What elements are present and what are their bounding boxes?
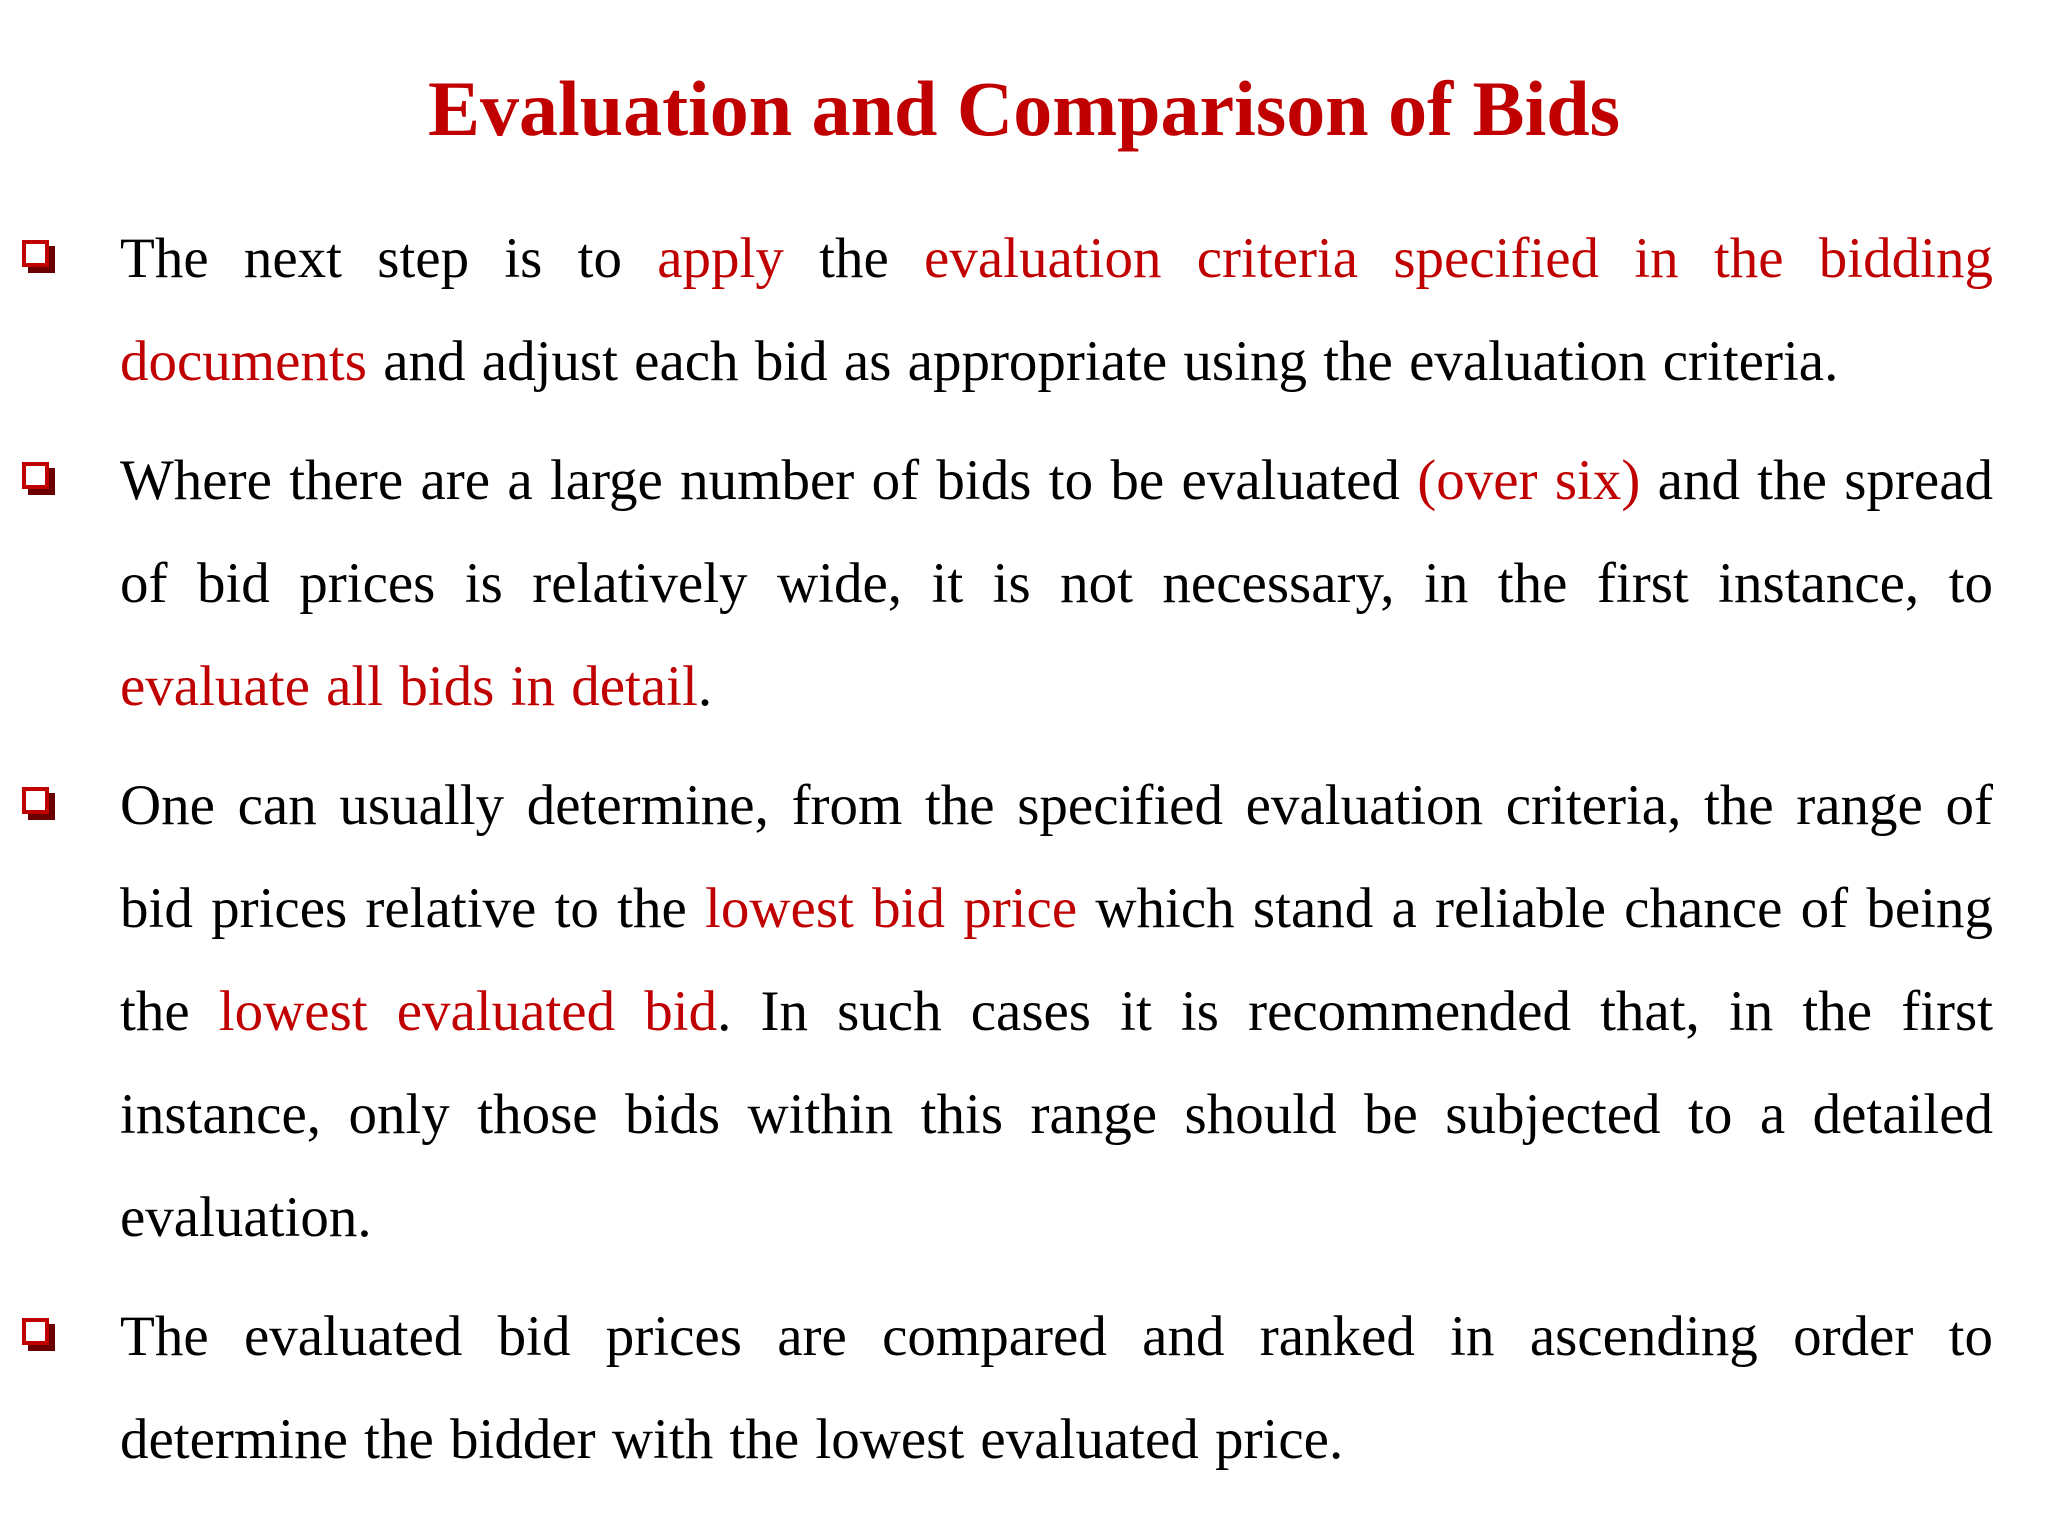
text-segment: One can usually determine, from the specified evaluation criteria, the range of bid prices relative to the bbox=[120, 774, 1993, 940]
text-segment: which stand a reliable chance of being the bbox=[120, 877, 1993, 1043]
bullet-item bbox=[0, 754, 2048, 1269]
text-segment: and adjust each bid as appropriate using the evaluation criteria. bbox=[366, 330, 1839, 393]
highlighted-phrase: lowest bid price bbox=[705, 877, 1078, 940]
text-segment: . In such cases it is recommended that, in the first instance, only those bids within this range should be subjected to a detailed evaluation. bbox=[120, 980, 1994, 1249]
bullet-text bbox=[120, 1285, 1993, 1491]
text-segment: Where there are a large number of bids to be evaluated bbox=[120, 449, 1418, 512]
highlighted-phrase: lowest evaluated bid bbox=[218, 980, 718, 1043]
highlighted-phrase: apply bbox=[657, 227, 784, 290]
bullet-list bbox=[0, 207, 2048, 1507]
text-segment: and the spread of bid prices is relatively wide, it is not necessary, in the first instance, to bbox=[120, 449, 1994, 615]
highlighted-phrase: (over six) bbox=[1417, 449, 1641, 512]
square-checkbox-icon bbox=[22, 787, 49, 814]
text-segment: The next step is to bbox=[120, 227, 658, 290]
text-segment: The evaluated bid prices are compared and ranked in ascending order to determine the bidder with the lowest evaluated price. bbox=[120, 1305, 1993, 1471]
bullet-text bbox=[120, 207, 1993, 413]
square-checkbox-icon bbox=[22, 1318, 49, 1345]
square-checkbox-icon bbox=[22, 240, 49, 267]
text-segment: . bbox=[697, 655, 713, 718]
slide-title: Evaluation and Comparison of Bids bbox=[428, 65, 1620, 152]
highlighted-phrase: evaluate all bids in detail bbox=[120, 655, 698, 718]
text-segment: the bbox=[783, 227, 925, 290]
bullet-item bbox=[0, 429, 2048, 738]
bullet-text bbox=[120, 754, 1993, 1269]
highlighted-phrase: evaluation criteria specified in the bidding documents bbox=[120, 227, 1993, 393]
square-checkbox-icon bbox=[22, 462, 49, 489]
bullet-item bbox=[0, 207, 2048, 413]
bullet-text bbox=[120, 429, 1993, 738]
bullet-item bbox=[0, 1285, 2048, 1491]
